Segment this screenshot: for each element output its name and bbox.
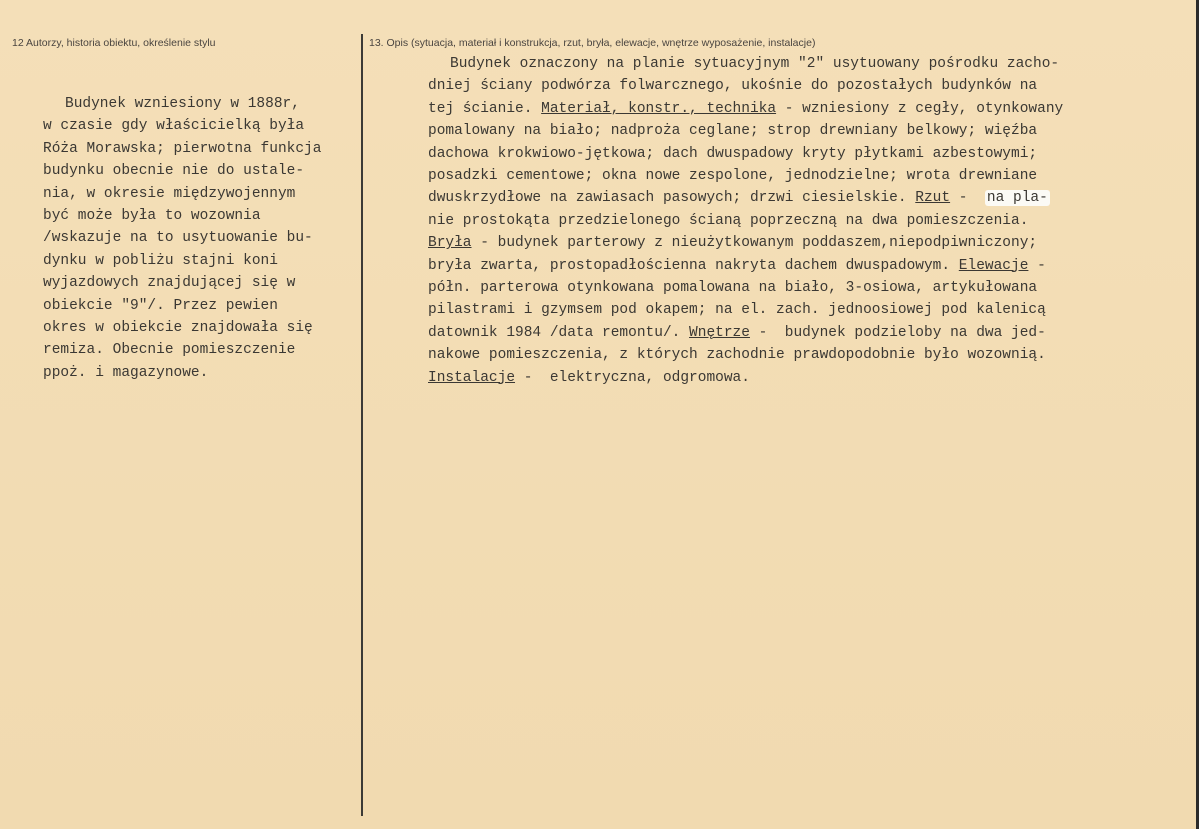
description-line: [428, 143, 1168, 165]
description-line: [428, 120, 1168, 142]
section-12-header: 12 Autorzy, historia obiektu, określenie stylu: [12, 37, 216, 49]
history-line: w czasie gdy właścicielką była: [43, 118, 305, 135]
history-line: Budynek wzniesiony w 1888r,: [65, 96, 300, 112]
description-segment: posadzki cementowe; okna nowe zespolone, jednodzielne; wrota drewniane: [428, 168, 1038, 185]
description-segment: pilastrami i gzymsem pod okapem; na el. zach. jednoosiowej pod kalenicą: [428, 302, 1046, 319]
history-line: Róża Morawska; pierwotna funkcja: [43, 140, 322, 157]
history-text: [43, 93, 373, 384]
description-segment: bryła zwarta, prostopadłościenna nakryta dachem dwuspadowym.: [428, 257, 959, 274]
description-segment: półn. parterowa otynkowana pomalowana na biało, 3-osiowa, artykułowana: [428, 280, 1038, 297]
heading-bryla: Bryła: [428, 235, 472, 252]
description-segment: Budynek oznaczony na planie sytuacyjnym "2" usytuowany pośrodku zacho-: [450, 56, 1060, 72]
heading-rzut: Rzut: [915, 190, 951, 207]
history-line: okres w obiekcie znajdowała się: [43, 320, 313, 337]
history-line: być może była to wozownia: [43, 208, 261, 225]
description-segment: - budynek podzieloby na dwa jed-: [749, 324, 1046, 341]
description-line: [428, 165, 1168, 187]
description-line: [428, 53, 1168, 75]
heading-elewacje: Elewacje: [958, 257, 1029, 274]
description-line: [428, 344, 1168, 366]
description-line: [428, 322, 1168, 344]
description-line: [428, 277, 1168, 299]
description-segment: dwuskrzydłowe na zawiasach pasowych; drzwi ciesielskie.: [428, 190, 916, 207]
history-line: obiekcie "9"/. Przez pewien: [43, 297, 278, 314]
section-13-header: 13. Opis (sytuacja, materiał i konstrukcja, rzut, bryła, elewacje, wnętrze wyposażenie, instalacje): [369, 37, 816, 49]
description-segment: -: [950, 190, 985, 207]
description-segment: pomalowany na biało; nadproża ceglane; strop drewniany belkowy; więźba: [428, 123, 1038, 140]
description-segment: dachowa krokwiowo-jętkowa; dach dwuspadowy kryty płytkami azbestowymi;: [428, 145, 1038, 162]
description-segment: datownik 1984 /data remontu/.: [428, 324, 690, 341]
heading-wnetrze: Wnętrze: [689, 324, 750, 341]
description-line: [428, 187, 1168, 209]
description-segment: nie prostokąta przedzielonego ścianą poprzeczną na dwa pomieszczenia.: [428, 212, 1029, 229]
description-segment: nakowe pomieszczenia, z których zachodnie prawdopodobnie było wozownią.: [428, 347, 1046, 364]
heading-material: Materiał, konstr., technika: [541, 100, 777, 117]
description-segment: -: [1028, 257, 1046, 274]
description-segment: tej ścianie.: [428, 100, 542, 117]
history-line: dynku w pobliżu stajni koni: [43, 252, 278, 269]
history-line: ppoż. i magazynowe.: [43, 364, 209, 381]
description-line: [428, 98, 1168, 120]
description-line: [428, 75, 1168, 97]
description-line: [428, 210, 1168, 232]
heading-instalacje: Instalacje: [428, 369, 516, 386]
description-line: [428, 232, 1168, 254]
description-segment: - budynek parterowy z nieużytkowanym poddaszem,niepodpiwniczony;: [471, 235, 1038, 252]
description-text: [428, 53, 1168, 389]
description-segment: dniej ściany podwórza folwarcznego, ukośnie do pozostałych budynków na: [428, 78, 1038, 95]
description-line: [428, 299, 1168, 321]
history-line: budynku obecnie nie do ustale-: [43, 163, 305, 180]
correction-fluid-patch: na pla-: [986, 190, 1048, 207]
history-line: /wskazuje na to usytuowanie bu-: [43, 230, 313, 247]
description-line: [428, 255, 1168, 277]
description-segment: - wzniesiony z cegły, otynkowany: [776, 100, 1064, 117]
history-line: wyjazdowych znajdującej się w: [43, 275, 296, 292]
history-line: nia, w okresie międzywojennym: [43, 185, 296, 202]
description-line: [428, 367, 1168, 389]
history-line: remiza. Obecnie pomieszczenie: [43, 342, 296, 359]
description-segment: - elektryczna, odgromowa.: [515, 369, 750, 386]
